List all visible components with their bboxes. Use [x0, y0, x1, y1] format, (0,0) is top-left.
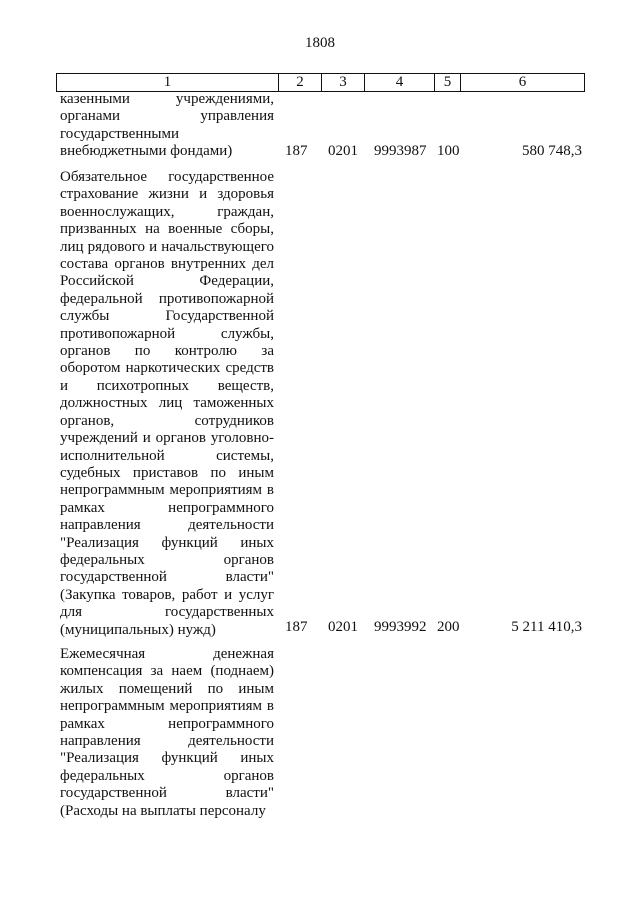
row-section: 0201 [328, 143, 358, 159]
row-code: 187 [285, 619, 308, 635]
column-number-6: 6 [461, 74, 585, 92]
column-number-4: 4 [365, 74, 435, 92]
column-number-3: 3 [322, 74, 365, 92]
row-description: Ежемесячная денежная компенсация за наем (поднаем) жилых помещений по иным непрограммным мероприятиям в рамках непрограммного направления деятельности "Реализация функций иных федеральных органов государственной власти" (Расходы на выплаты персоналу [60, 646, 274, 819]
row-code: 187 [285, 143, 308, 159]
row-description: Обязательное государственное страхование жизни и здоровья военнослужащих, граждан, призванных на военные сборы, лиц рядового и начальствующего состава органов внутренних дел Российской Федерации, федеральной противопожарной службы Государственной противопожарной службы, органов по контролю за оборотом наркотических средств и психотропных веществ, должностных лиц таможенных органов, сотрудников учреждений и органов уголовно-исполнительной системы, судебных приставов по иным непрограммным мероприятиям в рамках непрограммного направления деятельности "Реализация функций иных федеральных органов государственной власти" (Закупка товаров, работ и услуг для государственных (муниципальных) нужд) [60, 169, 274, 638]
column-number-5: 5 [435, 74, 461, 92]
column-header-table [56, 73, 585, 92]
row-section: 0201 [328, 619, 358, 635]
row-target: 9993987 [374, 143, 427, 159]
row-amount: 580 748,3 [522, 143, 582, 159]
page-number: 1808 [305, 35, 335, 51]
row-description: казенными учреждениями, органами управления государственными внебюджетными фондами) [60, 91, 274, 160]
column-number-2: 2 [279, 74, 322, 92]
row-target: 9993992 [374, 619, 427, 635]
column-number-row [57, 74, 585, 92]
row-expense-type: 100 [437, 143, 460, 159]
row-amount: 5 211 410,3 [511, 619, 582, 635]
row-expense-type: 200 [437, 619, 460, 635]
column-number-1: 1 [57, 74, 279, 92]
